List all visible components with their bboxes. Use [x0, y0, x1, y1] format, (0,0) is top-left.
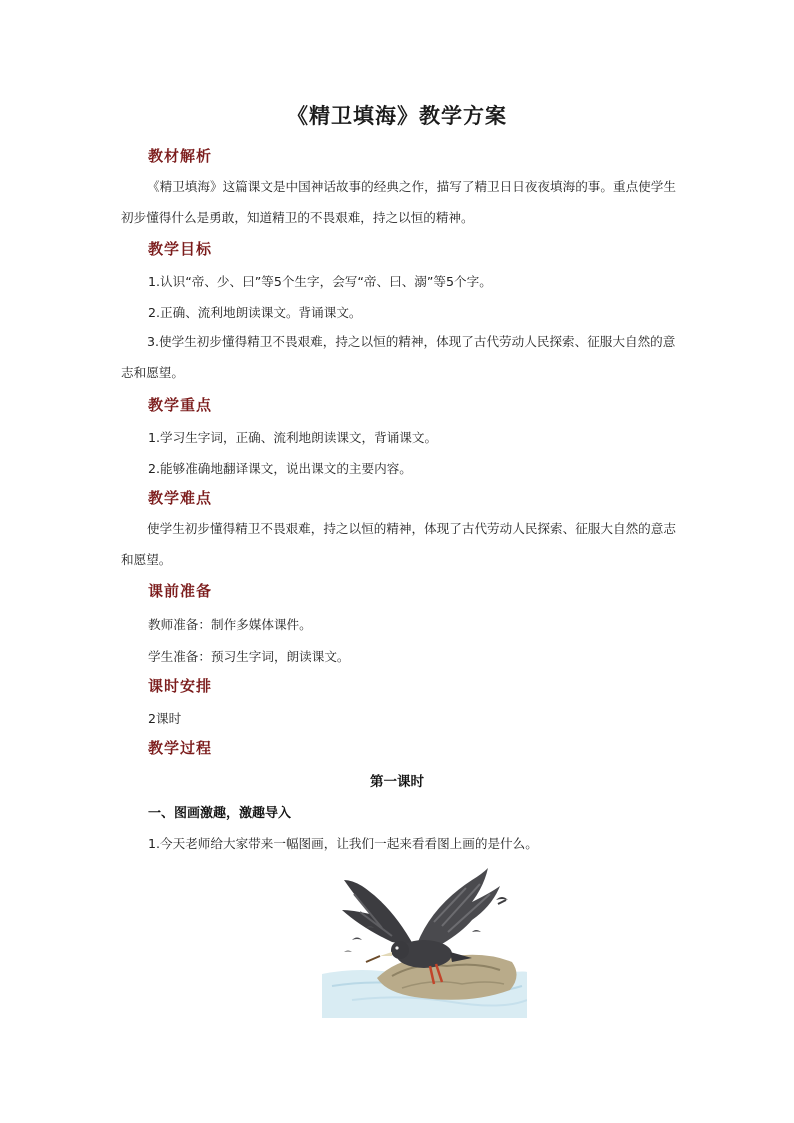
goal-item-1: 1.认识“帝、少、曰”等5个生字，会写“帝、曰、溺”等5个字。 [148, 274, 492, 289]
prep-student: 学生准备：预习生字词，朗读课文。 [148, 649, 350, 664]
difficulty-text: 使学生初步懂得精卫不畏艰难，持之以恒的精神，体现了古代劳动人民探索、征服大自然的意志和愿望。 [121, 521, 676, 567]
lesson-title: 第一课时 [370, 774, 424, 790]
prep-teacher: 教师准备：制作多媒体课件。 [148, 617, 312, 632]
section-heading-key: 教学重点 [148, 396, 213, 414]
step1-heading: 一、图画激趣，激趣导入 [148, 806, 292, 821]
goal-item-2: 2.正确、流利地朗读课文。背诵课文。 [148, 305, 362, 320]
section-heading-goals: 教学目标 [148, 240, 213, 258]
section-heading-difficulty: 教学难点 [148, 489, 213, 507]
analysis-paragraph [121, 171, 677, 233]
page-title: 《精卫填海》教学方案 [287, 103, 507, 128]
key-item-1: 1.学习生字词，正确、流利地朗读课文，背诵课文。 [148, 430, 438, 445]
section-heading-schedule: 课时安排 [148, 677, 213, 695]
key-item-2: 2.能够准确地翻译课文，说出课文的主要内容。 [148, 461, 412, 476]
section-heading-analysis: 教材解析 [148, 147, 213, 165]
goal-item-3-paragraph [121, 326, 677, 388]
step1-item-1: 1.今天老师给大家带来一幅图画，让我们一起来看看图上画的是什么。 [148, 836, 538, 851]
schedule-text: 2课时 [148, 711, 182, 726]
section-heading-process: 教学过程 [148, 739, 213, 757]
analysis-text: 《精卫填海》这篇课文是中国神话故事的经典之作，描写了精卫日日夜夜填海的事。重点使学生初步懂得什么是勇敢，知道精卫的不畏艰难，持之以恒的精神。 [121, 179, 676, 225]
goal-item-3: 3.使学生初步懂得精卫不畏艰难，持之以恒的精神，体现了古代劳动人民探索、征服大自然的意志和愿望。 [121, 334, 676, 380]
bird-illustration-icon [322, 866, 527, 1018]
section-heading-prep: 课前准备 [148, 582, 213, 600]
difficulty-paragraph [121, 513, 677, 575]
